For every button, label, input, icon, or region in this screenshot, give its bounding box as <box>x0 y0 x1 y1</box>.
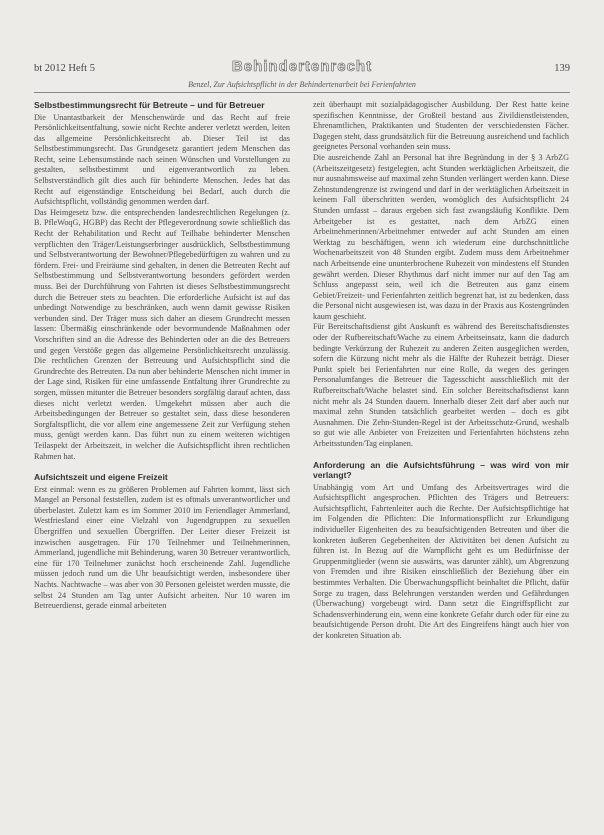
right-column <box>313 100 569 642</box>
section-heading: Aufsichtszeit und eigene Freizeit <box>34 472 168 483</box>
paragraph: Erst einmal: wenn es zu größeren Problemen auf Fahrten kommt, lässt sich Mangel an Personal feststellen, zudem ist es oftmals unverantwortlicher und überbelastet. Zuletzt kam es im Sommer 2010 im Feriendlager Ammerland, Westfriesland einer eine Vielzahl von Jugendgruppen zu sexuellen Übergriffen und sexuellen Übergriffen. Der Leiter dieser Freizeit ist inzwischen ausgetragen. Für 170 Teilnehmer und Teilnehmerinnen, Ammerland, jugendliche mit Behinderung, waren 30 Betreuer verantwortlich, eine für 170 Teilnehmer zunächst hoch erscheinende Zahl. Jugendliche müssen jedoch rund um die Uhr beaufsichtigt werden, insbesondere über Nachts. Nachtwache – was aber von 30 Personen geleistet werden musste, die selbst 24 Stunden am Tag unter Aufsicht arbeiten. Nur 10 waren im Betreuerdienst, gerade einmal arbeiteten <box>34 484 290 611</box>
header-rule <box>34 92 570 93</box>
page-number: 139 <box>554 63 570 74</box>
paragraph: Das Heimgesetz bzw. die entsprechenden landesrechtlichen Regelungen (z. B. PfleWoqG, HGBP) das Recht der Pflegeverordnung sowie schließlich das Recht der Rehabilitation und Recht auf Teilhabe behinderter Menschen verpflichten den Träger/Leistungserbringer ausdrücklich, Selbstbestimmung und Selbstverantwortung der Bewohner/Pflegebedürftigen zu wahren und zu fördern. Frei- und Freiräume sind gehalten, in denen die Betreuten Recht auf Selbstbestimmung und Selbstverantwortung besonders gefördert werden muss. Bei der Durchführung von Fahrten ist dieses Selbstbestimmungsrecht durch die Betreuer stets zu beachten. Die erforderliche Aufsicht ist auf das unbedingt Notwendige zu beschränken, auch wenn damit gewisse Risiken verbunden sind. Der Träger muss sich daher an diesem Grundrecht messen lassen: Übermäßig einschränkende oder bevormundende Maßnahmen oder Vorschriften sind an die Adresse des Behinderten oder an die des Betreuers und gegen Verstöße gegen das allgemeine Persönlichkeitsrecht unzulässig. Die rechtlichen Grenzen der Betreuung und Aufsichtspflicht sind die Grundrechte des Betreuten. Da nun aber behinderte Menschen nicht immer in der Lage sind, Risiken für eine umfassende Entfaltung ihrer Grundrechte zu sorgen, müssen mitunter die Betreuer besonders sorgfältig darauf achten, dass dieses nicht verletzt werden. Umgekehrt müssen aber auch die Arbeitsbedingungen der Betreuer so gestaltet sein, dass diese besonderen Sorgfaltspflicht, die vor allem eine angemessene Zeit zur Verfügung stehen muss, genügt werden kann. Das führt nun zu einem weiteren wichtigen Teilaspekt der Arbeitszeit, in welcher die Aufsichtspflicht ihren rechtlichen Rahmen hat. <box>34 207 290 461</box>
journal-title: Behindertenrecht <box>231 58 373 75</box>
section-heading: Selbstbestimmungsrecht für Betreute – und für Betreuer <box>34 100 265 110</box>
paragraph: Unabhängig vom Art und Umfang des Arbeitsvertrages wird die Aufsichtspflicht angesprochen. Pflichten des Trägers und Betreuers: Aufsichtspflicht, Fahrtenleiter auch die Rechte. Der Aufsichtspflichtige hat im Folgenden die Pflichten: Die Informationspflicht zur Erkundigung individueller Eigenheiten des zu beaufsichtigenden Betreuten und über die konkreten äußeren Gegebenheiten der Aktivitäten bei denen Aufsicht zu führen ist. In Bezug auf die Warnpflicht geht es um Bedürfnisse der Gruppenmitglieder (wenn sie auswärts, was darunter zählt), um Abgrenzung von Fremden und ihre Risiken einschließlich der Beziehung über ein bestimmtes Verhalten. Die Überwachungspflicht beinhaltet die Pflicht, dafür Sorge zu tragen, dass Belehrungen verstanden werden und Gefährdungen (Überwachung) vorgebeugt wird. Dann setzt die Eingriffspflicht zur Schadensverhinderung ein, wenn eine konkrete Gefahr durch oder für eine zu beaufsichtigende Person droht. Die Art des Eingreifens hängt auch hier von der konkreten Situation ab. <box>313 482 569 640</box>
left-column <box>34 100 290 612</box>
paragraph: Die ausreichende Zahl an Personal hat ihre Begründung in der § 3 ArbZG (Arbeitszeitgesetz) festgelegten, acht Stunden werktäglichen Arbeitszeit, die nur ausnahmsweise auf maximal zehn Stunden verlängert werden kann. Diese Zehnstundengrenze ist zwingend und darf in der werktäglichen Arbeitszeit in keinem Fall überschritten werden, womöglich des Aufsichtspflicht 24 Stunden umfasst – daraus ergeben sich fast zwangsläufig Konflikte. Dem Arbeitgeber ist es gestattet, nach dem ArbZG einen Arbeitnehmerinnen/Arbeitnehmer entweder auf acht Stunden am einen Werktag zu beschäftigen, wenn ich wiederum eine durchschnittliche Wochenarbeitszeit von 48 Stunden ergibt. Zudem muss dem Arbeitnehmer nach Arbeitsende eine ununterbrochene Ruhezeit von mindestens elf Stunden gewährt werden. Dieser Rhythmus darf nicht immer nur auf den Tag am Schluss angepasst sein, weil ich die Betreuten aus ganz einem Gebiet/Freizeit- und Ferienfahrten zeitlich begrenzt hat, ist zu bedenken, dass die Personal nicht ausgewiesen ist, was dazu in der Praxis aus Kostengründen kaum geschieht. <box>313 152 569 321</box>
running-header <box>34 59 570 79</box>
paragraph: zeit überhaupt mit sozialpädagogischer Ausbildung. Der Rest hatte keine spezifischen Kenntnisse, der Großteil bestand aus Zivildienstleistenden, Ehrenamtlichen, Praktikanten und Studenten der verschiedensten Fächer. Dagegen steht, dass grundsätzlich für die Betreuung ausreichend und fachlich geeignetes Personal vorhanden sein muss. <box>313 100 569 152</box>
article-running-title: Benzel, Zur Aufsichtspflicht in der Behindertenarbeit bei Ferienfahrten <box>188 80 416 89</box>
paragraph: Die Unantastbarkeit der Menschenwürde und das Recht auf freie Persönlichkeitsentfaltung, sowie nicht Rechte anderer verletzt werden, leiten das allgemeine Persönlichkeitsrecht ab. Dieser Teil ist das Selbstbestimmungsrecht. Das Grundgesetz garantiert jedem Menschen das Recht, seine Lebensumstände nach seinen Wünschen und Vorstellungen zu gestalten, selbstbestimmt und eigenverantwortlich zu leben. Selbstverständlich gilt dies auch für behinderte Menschen. Jedes hat das Recht auf eigenständige Entscheidung bei Bedarf, auch durch die Aufsichtspflicht, vollständig genommen werden darf. <box>34 112 290 207</box>
issue-label: bt 2012 Heft 5 <box>34 63 95 74</box>
paragraph: Für Bereitschaftsdienst gibt Auskunft es während des Bereitschaftsdienstes oder der Rufbereitschaft/Wache zu einem Arbeitseinsatz, kann die dadurch bedingte Verkürzung der Ruhezeit zu anderen Zeiten ausgeglichen werden, sofern die Kürzung nicht mehr als die Hälfte der Ruhezeit beträgt. Dieser Punkt spielt bei Ferienfahrten nur eine Rolle, da wegen des geringen Personalumfanges die Betreuer die Tagesschicht ausschließlich mit der Rufbereitschaft/Wache belastet sind. Ein solcher Bereitschaftsdienst kann nicht mehr als 24 Stunden dauern. Innerhalb dieser Zeit darf aber auch nur maximal zehn Stunden tatsächlich gearbeitet werden – doch es gibt Ausnahmen. Die Zehn-Stunden-Regel ist der Arbeitsschutz-Grund, weshalb so gut wie alle Anbieter von Freizeiten und Ferienfahrten höchstens zehn Arbeitsstunden/Tag einplanen. <box>313 322 569 448</box>
section-heading: Anforderung an die Aufsichtsführung – was wird von mir verlangt? <box>313 459 569 481</box>
